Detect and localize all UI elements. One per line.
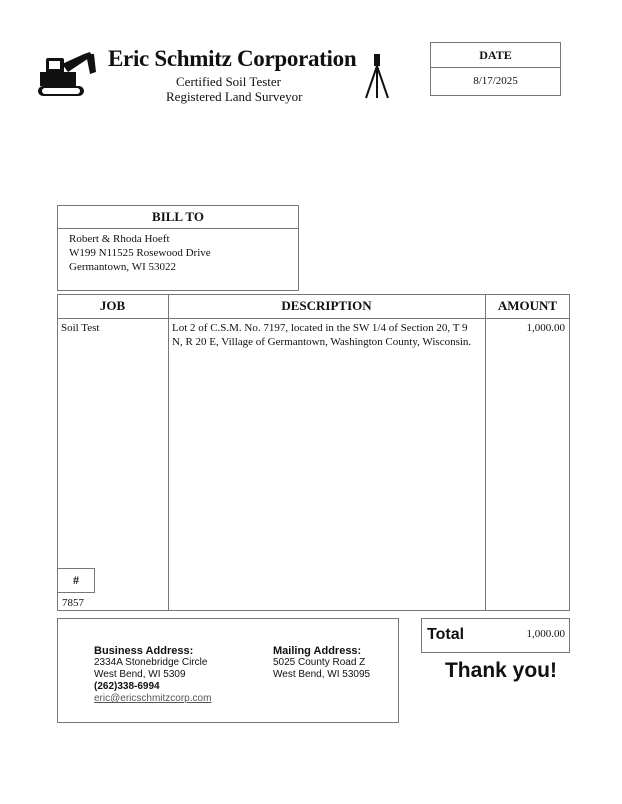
invoice-number: 7857: [62, 597, 84, 609]
address-box: [57, 618, 399, 723]
business-phone: (262)338-6994: [94, 681, 160, 692]
date-value: 8/17/2025: [473, 75, 518, 87]
job-cell: Soil Test: [61, 322, 100, 334]
company-tagline-1: Certified Soil Tester: [176, 74, 281, 89]
bill-to-line: W199 N11525 Rosewood Drive: [69, 247, 211, 259]
job-header: JOB: [99, 298, 126, 313]
total-label: Total: [427, 626, 465, 643]
business-email-link[interactable]: eric@ericschmitzcorp.com: [94, 693, 212, 704]
amount-header: AMOUNT: [497, 298, 558, 313]
date-label: DATE: [431, 43, 560, 68]
description-cell: Lot 2 of C.S.M. No. 7197, located in the SW 1/4 of Section 20, T 9 N, R 20 E, Village of Germantown, Washington County, Wisconsin.: [172, 322, 472, 348]
date-box: [430, 42, 561, 96]
thank-you-text: Thank you!: [444, 659, 557, 682]
bill-to-label: BILL TO: [58, 206, 298, 229]
business-address-label: Business Address:: [94, 645, 194, 657]
mailing-address-line: West Bend, WI 53095: [273, 669, 371, 680]
number-label: #: [57, 568, 95, 593]
business-address-line: 2334A Stonebridge Circle: [94, 657, 208, 668]
bill-to-line: Germantown, WI 53022: [69, 261, 177, 273]
bill-to-line: Robert & Rhoda Hoeft: [69, 233, 170, 245]
tripod-icon: [362, 52, 392, 100]
company-name: Eric Schmitz Corporation: [108, 46, 357, 71]
amount-cell: 1,000.00: [526, 322, 565, 334]
business-address-line: West Bend, WI 5309: [94, 669, 186, 680]
mailing-address-label: Mailing Address:: [273, 645, 362, 657]
mailing-address-line: 5025 County Road Z: [273, 657, 366, 668]
total-value: 1,000.00: [526, 628, 565, 640]
bill-to-box: [57, 205, 299, 291]
company-tagline-2: Registered Land Surveyor: [166, 89, 303, 104]
description-header: DESCRIPTION: [281, 298, 372, 313]
total-box: [421, 618, 570, 653]
excavator-logo-icon: [36, 50, 98, 100]
